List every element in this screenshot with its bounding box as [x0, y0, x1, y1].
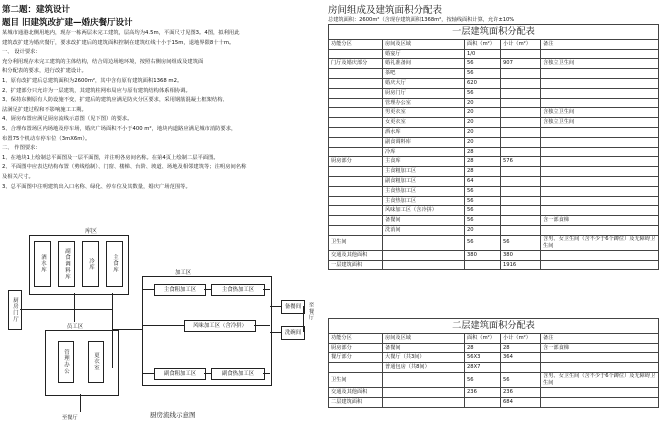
table-cell	[541, 206, 659, 216]
table-row	[329, 88, 659, 98]
table-cell: 64	[465, 176, 501, 186]
requirement-line: 积分配表的要求，进行改扩建设计。	[2, 68, 87, 75]
table-cell	[541, 353, 659, 363]
drawing-line: 2、平面图中应表达结构布置（剪线绘制）、门窗、楼梯、台阶、坡道、场地及相邻建筑等；注明房间名称	[2, 164, 247, 171]
table-row	[329, 127, 659, 137]
header-cell: 备注	[541, 333, 659, 343]
table-cell: 620	[465, 78, 501, 88]
table-row	[329, 363, 659, 373]
table-cell	[501, 98, 541, 108]
table-row	[329, 206, 659, 216]
table-cell	[541, 363, 659, 373]
table-cell	[329, 363, 383, 373]
table-cell	[329, 147, 383, 157]
table-cell: 含一部食梯	[541, 343, 659, 353]
table-cell	[541, 250, 659, 260]
table-cell	[541, 137, 659, 147]
table-cell: 1916	[501, 260, 541, 270]
table-cell: 28	[465, 167, 501, 177]
table-cell	[501, 225, 541, 235]
flavor-area: 风味加工区（含冷拼）	[184, 320, 256, 332]
flow-line	[204, 373, 211, 374]
table-cell: 684	[501, 397, 541, 407]
table-cell	[329, 78, 383, 88]
processing-zone-label: 加工区	[175, 270, 192, 276]
table-cell: 56	[465, 69, 501, 79]
table-row	[329, 186, 659, 196]
table-cell	[329, 225, 383, 235]
table-cell	[541, 78, 659, 88]
storage-seasoning: 副食调料库	[58, 241, 75, 287]
intro-line: 建筑改扩建为婚庆餐厅，要求改扩建后的建筑面积控制在建筑红线十小于15m，退地界限8十十m。	[2, 39, 235, 46]
table-row	[329, 78, 659, 88]
table-cell: 副食调料库	[383, 137, 465, 147]
table-cell	[541, 167, 659, 177]
requirement-line: 1、原有改扩建后总建筑面积为2600m²，其中含有原有建筑面积1368 m2。	[2, 77, 183, 84]
requirement-line: 充分利用现存未完工建筑的主体结构，结合周边场地环境，按照右侧房间组成及建筑面	[2, 58, 204, 65]
table-cell	[501, 118, 541, 128]
table-cell: 备餐间	[383, 216, 465, 226]
flow-line	[142, 373, 154, 374]
table-cell: 20	[465, 137, 501, 147]
table-cell: 28	[501, 343, 541, 353]
table-cell: 20	[465, 118, 501, 128]
table-cell: 236	[465, 387, 501, 397]
table-cell	[541, 157, 659, 167]
table-row	[329, 118, 659, 128]
table-cell	[501, 206, 541, 216]
table-cell	[329, 176, 383, 186]
table-cell	[329, 167, 383, 177]
header-cell: 面积（m²）	[465, 39, 501, 49]
table-cell: 28	[465, 157, 501, 167]
to-dining-bottom: 至餐厅	[62, 415, 78, 421]
table-row	[329, 167, 659, 177]
table-cell	[383, 397, 465, 407]
table-cell	[501, 363, 541, 373]
staple-hot-area: 主食热加工区	[211, 284, 265, 296]
table-header-row	[329, 39, 659, 49]
table-cell	[501, 176, 541, 186]
table-cell: 卫生间	[329, 235, 383, 250]
table-cell: 56	[465, 235, 501, 250]
flow-line	[270, 306, 281, 307]
table-cell: 56	[501, 235, 541, 250]
table-cell	[329, 206, 383, 216]
table-cell: 56	[465, 186, 501, 196]
flow-line	[254, 325, 270, 326]
table-cell: 茶吧	[383, 69, 465, 79]
table-cell: 厨房部分	[329, 343, 383, 353]
table-cell: 婚宴厅	[383, 49, 465, 59]
table-cell	[329, 127, 383, 137]
table-cell	[541, 69, 659, 79]
table-row	[329, 353, 659, 363]
table-row	[329, 260, 659, 270]
table-row	[329, 235, 659, 250]
assignment-title: 题目 旧建筑改扩建—婚庆餐厅设计	[2, 18, 133, 28]
header-cell: 功能分区	[329, 39, 383, 49]
requirement-line: 2、扩建部分只允许为一层建筑，其建筑柱网布局应与原有建筑结构体系相协调。	[2, 87, 191, 94]
table-cell: 56	[465, 216, 501, 226]
header-cell: 小计（m²）	[501, 39, 541, 49]
table-row	[329, 216, 659, 226]
table-cell: 236	[501, 387, 541, 397]
flow-line	[142, 289, 154, 290]
table-cell: 380	[501, 250, 541, 260]
table-cell	[541, 186, 659, 196]
table-row	[329, 59, 659, 69]
table-row	[329, 98, 659, 108]
table-cell	[501, 78, 541, 88]
table-cell	[501, 196, 541, 206]
storage-staple: 主食库	[106, 241, 123, 287]
table-cell: 备餐间	[383, 343, 465, 353]
table-cell	[541, 196, 659, 206]
table-cell: 380	[465, 250, 501, 260]
table-cell: 冷库	[383, 147, 465, 157]
table-cell: 婚礼准备间	[383, 59, 465, 69]
table-cell: 576	[501, 157, 541, 167]
intro-text	[2, 29, 320, 192]
table-cell: 含独立卫生间	[541, 118, 659, 128]
table-cell: 20	[465, 108, 501, 118]
table-cell	[383, 250, 465, 260]
requirement-line: 4、厨房布置应满足厨房流线示意图（见下图）的要求。	[2, 116, 133, 123]
staff-zone-label: 员工区	[60, 322, 90, 330]
table-cell: 洗消间	[383, 225, 465, 235]
table-cell: 男更衣室	[383, 108, 465, 118]
table-header-row	[329, 333, 659, 343]
table-row	[329, 397, 659, 407]
floor2-table-title: 二层建筑面积分配表	[329, 319, 659, 334]
storage-cold: 冷库	[82, 241, 99, 287]
table-cell: 364	[501, 353, 541, 363]
table-row	[329, 387, 659, 397]
table-cell	[329, 108, 383, 118]
requirement-line: 3、保持东侧原有人防设施不变，扩建后的建筑应满足防火分区要求，采用钢筋混凝土框架结构、	[2, 97, 228, 104]
table-heading: 房间组成及建筑面积分配表	[328, 5, 443, 16]
table-cell	[541, 127, 659, 137]
table-row	[329, 49, 659, 59]
flow-line	[263, 289, 270, 290]
table-cell: 风味加工区（含冷拼）	[383, 206, 465, 216]
table-cell: 907	[501, 59, 541, 69]
table-cell: 56	[501, 372, 541, 387]
header-cell: 房间及区域	[383, 39, 465, 49]
table-cell	[541, 98, 659, 108]
table-cell: 门厅及婚庆部分	[329, 59, 383, 69]
table-cell	[541, 397, 659, 407]
table-cell	[329, 88, 383, 98]
table-cell: 厨房部分	[329, 157, 383, 167]
table-cell: 56	[465, 372, 501, 387]
table-cell	[501, 88, 541, 98]
staple-rough-area: 主食粗加工区	[154, 284, 206, 296]
table-cell	[501, 108, 541, 118]
table-cell: 1/0	[465, 49, 501, 59]
staff-locker: 更衣室	[88, 341, 104, 383]
to-dining-right: 至餐厅	[308, 302, 314, 321]
requirement-line: 布置75个机动车停车位（3mX6m）。	[2, 135, 91, 142]
table-cell: 含一部食梯	[541, 216, 659, 226]
table-cell: 交通及其他面积	[329, 250, 383, 260]
drawing-heading: 二、 作图要求：	[2, 145, 41, 152]
table-cell: 交通及其他面积	[329, 387, 383, 397]
storage-wine: 酒水库	[34, 241, 51, 287]
table-cell: 56	[465, 88, 501, 98]
table-cell: 20	[465, 98, 501, 108]
flow-line	[263, 373, 270, 374]
table-cell	[383, 260, 465, 270]
staff-office: 管理办公	[58, 341, 74, 383]
table-cell	[501, 216, 541, 226]
table-row	[329, 157, 659, 167]
table-cell	[541, 176, 659, 186]
table-cell: 餐厅部分	[329, 353, 383, 363]
header-cell: 功能分区	[329, 333, 383, 343]
table-cell: 管理办公室	[383, 98, 465, 108]
table-cell: 28X7	[465, 363, 501, 373]
table-cell	[501, 49, 541, 59]
table-cell	[383, 387, 465, 397]
kitchen-flow-diagram	[0, 222, 322, 446]
flow-line	[303, 306, 304, 332]
table-cell: 副食粗加工区	[383, 176, 465, 186]
floor1-table-body	[329, 49, 659, 270]
right-page	[328, 0, 658, 446]
table-row	[329, 176, 659, 186]
table-cell: 主食热加工区	[383, 196, 465, 206]
drawing-line: 及相关尺寸。	[2, 173, 34, 180]
table-cell	[329, 49, 383, 59]
table-cell	[541, 387, 659, 397]
left-page	[0, 0, 322, 446]
prep-room: 备餐间	[281, 300, 305, 314]
flow-line	[142, 284, 143, 374]
flow-line	[20, 309, 112, 310]
table-cell	[329, 186, 383, 196]
table-cell	[501, 186, 541, 196]
storage-zone-label: 库区	[84, 228, 97, 235]
table-cell: 20	[465, 127, 501, 137]
header-cell: 备注	[541, 39, 659, 49]
floor2-table-body	[329, 343, 659, 407]
table-cell: 大餐厅（共3间）	[383, 353, 465, 363]
table-cell	[383, 372, 465, 387]
table-row	[329, 108, 659, 118]
table-cell: 普通包房（共8间）	[383, 363, 465, 373]
table-row	[329, 196, 659, 206]
intro-line: 某城市通港北侧用地内，现存一栋两层未完工建筑，层高均为4.5m，平面尺寸见图3。4图，拟利用此	[2, 30, 240, 36]
flow-line	[80, 394, 81, 412]
table-cell	[501, 127, 541, 137]
table-row	[329, 250, 659, 260]
area-summary: 总建筑面积：2600m²（含现存建筑面积1368m²，按轴线面积计算，允许±10%	[328, 17, 515, 23]
table-cell	[541, 88, 659, 98]
floor1-table-title: 一层建筑面积分配表	[329, 25, 659, 40]
table-cell	[501, 147, 541, 157]
table-cell: 婚庆大厅	[383, 78, 465, 88]
header-cell: 面积（m²）	[465, 333, 501, 343]
side-rough-area: 副食粗加工区	[154, 368, 206, 380]
table-cell: 56X3	[465, 353, 501, 363]
table-row	[329, 225, 659, 235]
kitchen-door: 厨房门厅	[8, 290, 22, 330]
table-cell	[501, 137, 541, 147]
table-cell: 一层建筑面积	[329, 260, 383, 270]
table-cell: 56	[465, 59, 501, 69]
table-cell	[329, 196, 383, 206]
table-cell: 厨房门厅	[383, 88, 465, 98]
table-cell: 含男、女卫生间（含不少于6个蹲位）及无障碍卫生间	[541, 372, 659, 387]
header-cell: 房间及区域	[383, 333, 465, 343]
drawing-line: 3、总平面图中注明建筑出入口名称、绿化、停车位及其数量，婚庆广场范围等。	[2, 183, 191, 190]
table-cell: 28	[465, 147, 501, 157]
table-cell: 女更衣室	[383, 118, 465, 128]
table-cell: 56	[465, 206, 501, 216]
wash-room: 洗碗间	[281, 326, 305, 340]
table-cell: 卫生间	[329, 372, 383, 387]
table-cell: 主食热加工区	[383, 186, 465, 196]
table-row	[329, 137, 659, 147]
table-row	[329, 343, 659, 353]
staff-zone	[45, 330, 119, 396]
table-cell	[465, 397, 501, 407]
flow-line	[142, 325, 184, 326]
table-cell	[541, 260, 659, 270]
requirements-heading: 一、 设计要求：	[2, 49, 41, 56]
side-hot-area: 副食热加工区	[211, 368, 265, 380]
table-cell: 20	[465, 225, 501, 235]
header-cell: 小计（m²）	[501, 333, 541, 343]
floor2-area-table	[328, 318, 658, 408]
table-cell	[329, 216, 383, 226]
table-cell: 56	[465, 196, 501, 206]
table-cell	[465, 260, 501, 270]
drawing-line: 1、在地块1上绘制总平面图及一层平面图，并注明各房间名称。在第4页上绘制二层平面图。	[2, 154, 219, 161]
table-row	[329, 147, 659, 157]
flow-line	[270, 332, 281, 333]
requirement-line: 5、合理布置场区内场地及停车场，婚庆广场面积不小于400 m²，地块内道路应满足城市消防要求，	[2, 125, 237, 132]
table-cell: 含独立卫生间	[541, 59, 659, 69]
table-row	[329, 372, 659, 387]
table-cell: 主食粗加工区	[383, 167, 465, 177]
requirement-line: 法满足扩建过程和不影响施工工期。	[2, 106, 87, 113]
table-cell	[501, 167, 541, 177]
table-cell: 主食库	[383, 157, 465, 167]
table-cell	[541, 147, 659, 157]
table-cell	[329, 98, 383, 108]
section-heading: 第二题：建筑设计	[2, 5, 71, 15]
flow-line	[204, 289, 211, 290]
table-cell: 含男、女卫生间（含不少于6个蹲位）及无障碍卫生间	[541, 235, 659, 250]
table-cell: 二层建筑面积	[329, 397, 383, 407]
table-cell: 酒水库	[383, 127, 465, 137]
table-cell	[383, 235, 465, 250]
table-cell: 含独立卫生间	[541, 108, 659, 118]
table-cell: 28	[465, 343, 501, 353]
table-cell	[329, 118, 383, 128]
table-cell	[329, 137, 383, 147]
table-row	[329, 69, 659, 79]
table-cell	[501, 69, 541, 79]
table-cell	[541, 49, 659, 59]
diagram-title: 厨房流线示意图	[150, 411, 196, 419]
table-cell	[329, 69, 383, 79]
table-cell	[541, 225, 659, 235]
floor1-area-table	[328, 24, 658, 270]
